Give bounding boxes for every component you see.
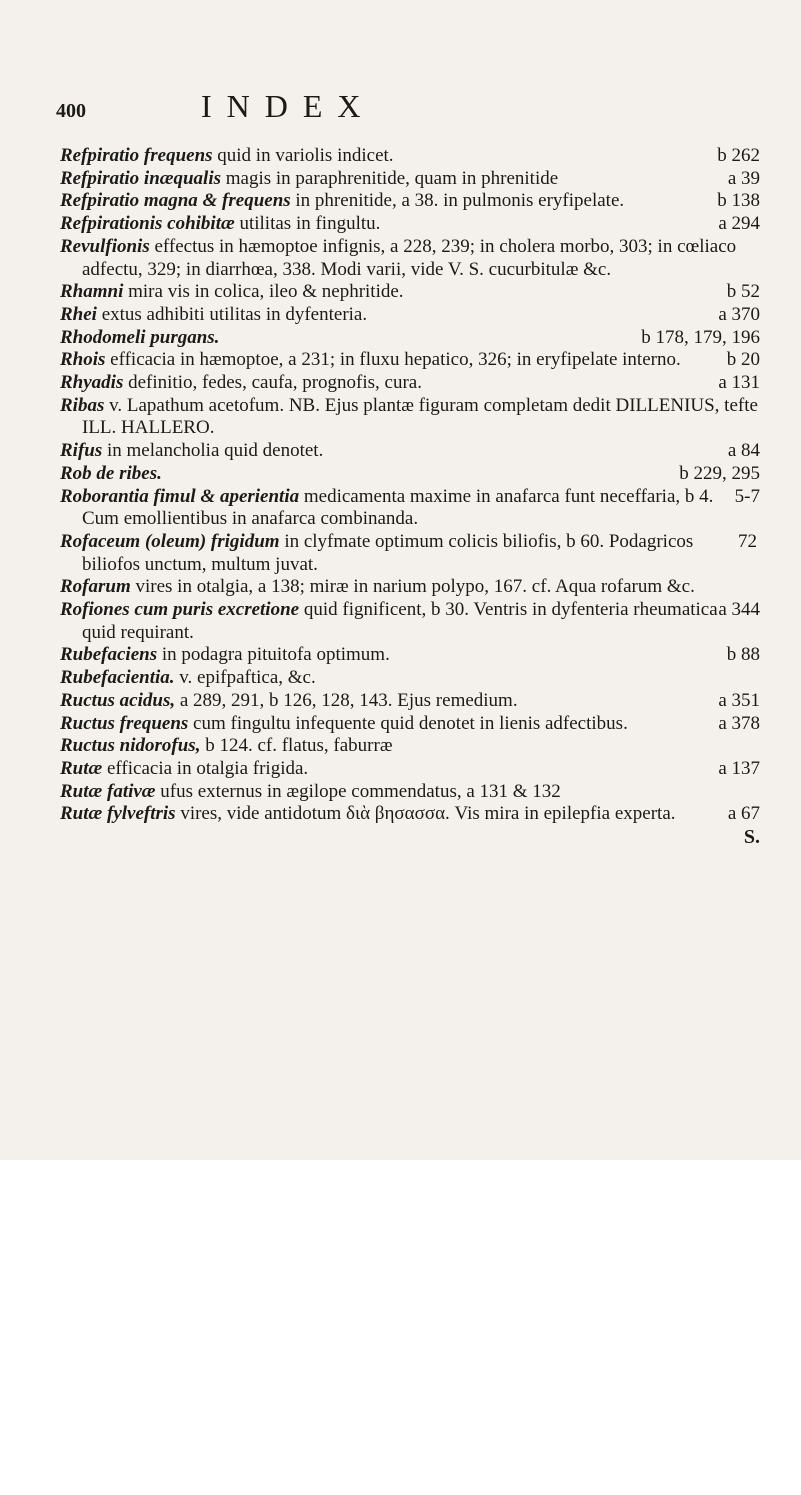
entry-text: mira vis in colica, ileo & nephritide. (128, 281, 404, 303)
index-entry (60, 349, 760, 372)
entry-text: medicamenta maxime in anafarca funt neceffaria, b 4. Cum emollientibus in anafarca combinanda. (82, 485, 714, 530)
index-entry (60, 327, 760, 350)
entry-headword: Rofaceum (oleum) frigidum (60, 530, 280, 552)
entry-reference: b 52 (726, 281, 760, 303)
entry-reference: a 131 (718, 372, 760, 394)
entry-headword: Rhamni (60, 281, 124, 303)
entry-reference: b 178, 179, 196 (641, 326, 760, 348)
entry-headword: Rhois (60, 349, 106, 371)
entry-text: definitio, fedes, caufa, prognofis, cura. (128, 372, 422, 394)
index-entry (60, 395, 760, 440)
entry-text: efficacia in otalgia frigida. (107, 757, 309, 779)
index-entry (60, 145, 760, 168)
index-entry (60, 713, 760, 736)
entry-reference: b 88 (726, 644, 760, 666)
running-title: INDEX (201, 88, 376, 124)
index-entry (60, 576, 760, 599)
entry-text: b 124. cf. flatus, faburræ (205, 735, 393, 757)
entry-headword: Ructus nidorofus, (60, 735, 201, 757)
index-entry (60, 803, 760, 826)
entry-text: vires in otalgia, a 138; miræ in narium polypo, 167. cf. Aqua rofarum &c. (135, 576, 695, 598)
entry-headword: Refpiratio magna & frequens (60, 190, 291, 212)
entry-reference: b 262 (717, 145, 760, 166)
entry-text: magis in paraphrenitide, quam in phrenitide (225, 167, 559, 189)
entry-headword: Ribas (60, 394, 105, 416)
entry-headword: Revulfionis (60, 235, 150, 257)
index-entry (60, 667, 760, 690)
index-entries (60, 145, 760, 848)
entry-headword: Rhyadis (60, 372, 124, 394)
entry-reference: a 378 (718, 712, 760, 734)
index-entry (60, 758, 760, 781)
index-entry (60, 531, 760, 576)
entry-headword: Rifus (60, 440, 103, 462)
entry-reference: 5-7 (734, 485, 760, 507)
entry-text: quid in variolis indicet. (217, 145, 394, 166)
entry-headword: Rofarum (60, 576, 131, 598)
entry-headword: Rhodomeli purgans. (60, 326, 220, 348)
index-entry (60, 644, 760, 667)
entry-headword: Rhei (60, 303, 97, 325)
entry-text: v. epifpaftica, &c. (179, 667, 316, 689)
entry-headword: Ructus acidus, (60, 689, 176, 711)
entry-headword: Rubefacientia. (60, 667, 175, 689)
entry-reference: b 138 (717, 190, 760, 212)
index-entry (60, 190, 760, 213)
index-entry (60, 168, 760, 191)
entry-text: effectus in hæmoptoe infignis, a 228, 239; in cholera morbo, 303; in cœliaco adfectu, 329; in diarrhœa, 338. Modi varii, vide V. S. cucurbitulæ &c. (82, 235, 737, 280)
index-entry (60, 599, 760, 644)
entry-text: in clyfmate optimum colicis biliofis, b 60. Podagricos biliofos unctum, multum juvat. (82, 530, 694, 575)
index-entry (60, 690, 760, 713)
index-entry (60, 463, 760, 486)
entry-text: efficacia in hæmoptoe, a 231; in fluxu hepatico, 326; in eryfipelate interno. (110, 349, 681, 371)
index-entry (60, 372, 760, 395)
entry-text: cum fingultu infequente quid denotet in lienis adfectibus. (193, 712, 628, 734)
entry-reference: b 229, 295 (679, 462, 760, 484)
index-entry (60, 486, 760, 531)
entry-reference: a 67 (727, 803, 760, 825)
page-number: 400 (56, 100, 86, 122)
index-entry (60, 213, 760, 236)
entry-reference: a 294 (718, 213, 760, 235)
entry-reference: a 137 (718, 757, 760, 779)
entry-headword: Refpirationis cohibitæ (60, 213, 235, 235)
entry-text: quid fignificent, b 30. Ventris in dyfenteria rheumatica quid requirant. (82, 599, 718, 643)
entry-headword: Roborantia fimul & aperientia (60, 485, 300, 507)
entry-reference: a 351 (718, 689, 760, 711)
entry-text: utilitas in fingultu. (239, 213, 381, 235)
catchword: S. (743, 826, 760, 849)
index-entry (60, 781, 760, 804)
entry-headword: Rutæ fativæ (60, 780, 156, 802)
entry-headword: Refpiratio frequens (60, 145, 213, 166)
entry-reference: b 20 (726, 349, 760, 371)
entry-headword: Refpiratio inæqualis (60, 167, 221, 189)
entry-text: a 289, 291, b 126, 128, 143. Ejus remedium. (179, 689, 518, 711)
index-entry (60, 440, 760, 463)
page-header (56, 88, 756, 122)
entry-reference: a 39 (727, 167, 760, 189)
entry-text: in podagra pituitofa optimum. (161, 644, 390, 666)
entry-headword: Rutæ (60, 757, 103, 779)
entry-headword: Ructus frequens (60, 712, 189, 734)
entry-headword: Rutæ fylveftris (60, 803, 176, 825)
index-entry (60, 236, 760, 281)
entry-headword: Rofiones cum puris excretione (60, 599, 300, 621)
entry-headword: Rob de ribes. (60, 462, 162, 484)
entry-text: ufus externus in ægilope commendatus, a 131 & 132 (160, 780, 561, 802)
entry-text: in melancholia quid denotet. (107, 440, 324, 462)
entry-reference: 72 (738, 530, 757, 552)
entry-reference: a 84 (727, 440, 760, 462)
index-entry (60, 304, 760, 327)
index-entry (60, 281, 760, 304)
entry-headword: Rubefaciens (60, 644, 158, 666)
entry-text: in phrenitide, a 38. in pulmonis eryfipelate. (295, 190, 625, 212)
entry-text: vires, vide antidotum διὰ βησασσα. Vis mira in epilepfia experta. (180, 803, 676, 825)
index-entry (60, 735, 760, 758)
entry-reference: a 344 (718, 599, 760, 621)
entry-text: extus adhibiti utilitas in dyfenteria. (101, 303, 368, 325)
entry-text: v. Lapathum acetofum. NB. Ejus plantæ figuram completam dedit DILLENIUS, tefte ILL. HALLERO. (82, 394, 758, 439)
entry-reference: a 370 (718, 303, 760, 325)
